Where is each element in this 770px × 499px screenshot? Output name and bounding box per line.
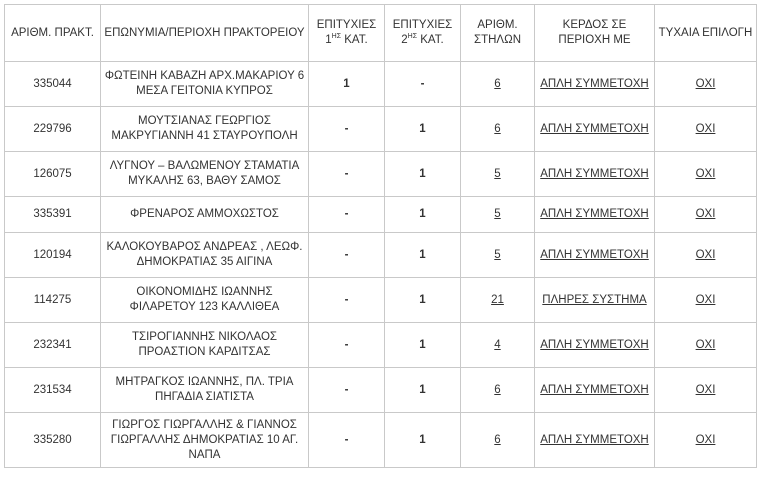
columns-link[interactable]: 5 — [494, 208, 501, 220]
table-row — [5, 197, 757, 233]
columns-link[interactable]: 6 — [494, 383, 501, 396]
prize-type-link[interactable]: ΑΠΛΗ ΣΥΜΜΕΤΟΧΗ — [540, 383, 649, 396]
columns-link[interactable]: 21 — [491, 293, 504, 306]
random-pick-cell — [655, 323, 757, 368]
agent-no-cell: 120194 — [5, 233, 101, 278]
random-pick-cell — [655, 197, 757, 233]
prize-type-cell — [535, 278, 655, 323]
wins-cat1-cell: - — [309, 278, 385, 323]
table-row — [5, 368, 757, 413]
columns-link[interactable]: 4 — [494, 338, 501, 351]
prize-type-link[interactable]: ΑΠΛΗ ΣΥΜΜΕΤΟΧΗ — [540, 208, 649, 220]
wins-cat2-cell: 1 — [385, 152, 461, 197]
agent-name-cell: ΦΡΕΝΑΡΟΣ ΑΜΜΟΧΩΣΤΟΣ — [101, 197, 309, 233]
prize-type-link[interactable]: ΑΠΛΗ ΣΥΜΜΕΤΟΧΗ — [540, 77, 649, 90]
random-pick-link[interactable]: ΟΧΙ — [695, 248, 716, 261]
random-pick-cell — [655, 107, 757, 152]
columns-cell — [461, 107, 535, 152]
wins-cat1-cell: - — [309, 152, 385, 197]
columns-cell — [461, 152, 535, 197]
table-row — [5, 413, 757, 468]
agent-no-cell: 114275 — [5, 278, 101, 323]
header-wins-cat1-num: 1 — [325, 34, 332, 46]
header-row — [5, 5, 757, 62]
prize-type-link[interactable]: ΑΠΛΗ ΣΥΜΜΕΤΟΧΗ — [540, 167, 649, 180]
random-pick-link[interactable]: ΟΧΙ — [695, 338, 716, 351]
random-pick-cell — [655, 233, 757, 278]
prize-type-link[interactable]: ΑΠΛΗ ΣΥΜΜΕΤΟΧΗ — [540, 338, 649, 351]
columns-cell — [461, 233, 535, 278]
table-row — [5, 323, 757, 368]
header-wins-cat1-suffix: ΚΑΤ. — [344, 34, 368, 46]
table-row — [5, 62, 757, 107]
header-agent-no: ΑΡΙΘΜ. ΠΡΑΚΤ. — [5, 5, 101, 62]
columns-link[interactable]: 6 — [494, 77, 501, 90]
wins-cat1-cell: - — [309, 323, 385, 368]
prize-type-link[interactable]: ΠΛΗΡΕΣ ΣΥΣΤΗΜΑ — [542, 293, 647, 306]
columns-cell — [461, 278, 535, 323]
random-pick-cell — [655, 152, 757, 197]
agent-no-cell: 231534 — [5, 368, 101, 413]
prize-type-cell — [535, 152, 655, 197]
header-wins-cat1-sup: ΗΣ — [331, 33, 342, 41]
agent-no-cell: 335391 — [5, 197, 101, 233]
prize-type-cell — [535, 107, 655, 152]
prize-type-cell — [535, 233, 655, 278]
wins-cat2-cell: - — [385, 62, 461, 107]
columns-link[interactable]: 6 — [494, 122, 501, 135]
random-pick-link[interactable]: ΟΧΙ — [695, 208, 716, 220]
header-wins-cat2-sup: ΗΣ — [407, 33, 418, 41]
agent-name-cell: ΛΥΓΝΟΥ – ΒΑΛΩΜΕΝΟΥ ΣΤΑΜΑΤΙΑ ΜΥΚΑΛΗΣ 63, ΒΑΘΥ ΣΑΜΟΣ — [101, 152, 309, 197]
wins-cat1-cell: - — [309, 107, 385, 152]
prize-type-link[interactable]: ΑΠΛΗ ΣΥΜΜΕΤΟΧΗ — [540, 248, 649, 261]
columns-cell — [461, 62, 535, 107]
header-random-pick: ΤΥΧΑΙΑ ΕΠΙΛΟΓΗ — [655, 5, 757, 62]
wins-cat2-cell: 1 — [385, 413, 461, 468]
random-pick-cell — [655, 413, 757, 468]
wins-cat1-cell: - — [309, 197, 385, 233]
prize-type-link[interactable]: ΑΠΛΗ ΣΥΜΜΕΤΟΧΗ — [540, 122, 649, 135]
winning-agencies-table — [4, 4, 757, 468]
agent-no-cell: 335280 — [5, 413, 101, 468]
random-pick-link[interactable]: ΟΧΙ — [695, 77, 716, 90]
random-pick-cell — [655, 278, 757, 323]
columns-cell — [461, 413, 535, 468]
wins-cat2-cell: 1 — [385, 368, 461, 413]
header-prize-type: ΚΕΡΔΟΣ ΣΕ ΠΕΡΙΟΧΗ ΜΕ — [535, 5, 655, 62]
agent-name-cell: ΓΙΩΡΓΟΣ ΓΙΩΡΓΑΛΛΗΣ & ΓΙΑΝΝΟΣ ΓΙΩΡΓΑΛΛΗΣ ΔΗΜΟΚΡΑΤΙΑΣ 10 ΑΓ. ΝΑΠΑ — [101, 413, 309, 468]
prize-type-cell — [535, 323, 655, 368]
columns-cell — [461, 197, 535, 233]
random-pick-cell — [655, 368, 757, 413]
prize-type-link[interactable]: ΑΠΛΗ ΣΥΜΜΕΤΟΧΗ — [540, 433, 649, 446]
random-pick-link[interactable]: ΟΧΙ — [695, 122, 716, 135]
header-agent-name: ΕΠΩΝΥΜΙΑ/ΠΕΡΙΟΧΗ ΠΡΑΚΤΟΡΕΙΟΥ — [101, 5, 309, 62]
header-wins-cat2-suffix: ΚΑΤ. — [420, 34, 444, 46]
table-row — [5, 107, 757, 152]
wins-cat2-cell: 1 — [385, 233, 461, 278]
header-wins-cat1-prefix: ΕΠΙΤΥΧΙΕΣ — [316, 19, 377, 31]
columns-link[interactable]: 5 — [494, 248, 501, 261]
wins-cat2-cell: 1 — [385, 323, 461, 368]
prize-type-cell — [535, 62, 655, 107]
agent-name-cell: ΜΟΥΤΣΙΑΝΑΣ ΓΕΩΡΓΙΟΣ ΜΑΚΡΥΓΙΑΝΝΗ 41 ΣΤΑΥΡΟΥΠΟΛΗ — [101, 107, 309, 152]
wins-cat1-cell: 1 — [309, 62, 385, 107]
table-row — [5, 278, 757, 323]
random-pick-cell — [655, 62, 757, 107]
agent-name-cell: ΦΩΤΕΙΝΗ ΚΑΒΑΖΗ ΑΡΧ.ΜΑΚΑΡΙΟΥ 6 ΜΕΣΑ ΓΕΙΤΟΝΙΑ ΚΥΠΡΟΣ — [101, 62, 309, 107]
columns-cell — [461, 368, 535, 413]
agent-name-cell: ΤΣΙΡΟΓΙΑΝΝΗΣ ΝΙΚΟΛΑΟΣ ΠΡΟΑΣΤΙΟΝ ΚΑΡΔΙΤΣΑΣ — [101, 323, 309, 368]
wins-cat1-cell: - — [309, 233, 385, 278]
header-wins-cat2-prefix: ΕΠΙΤΥΧΙΕΣ — [392, 19, 453, 31]
wins-cat2-cell: 1 — [385, 107, 461, 152]
columns-link[interactable]: 6 — [494, 433, 501, 446]
random-pick-link[interactable]: ΟΧΙ — [695, 293, 716, 306]
columns-cell — [461, 323, 535, 368]
table-row — [5, 233, 757, 278]
wins-cat2-cell: 1 — [385, 278, 461, 323]
agent-no-cell: 232341 — [5, 323, 101, 368]
wins-cat1-cell: - — [309, 368, 385, 413]
agent-no-cell: 229796 — [5, 107, 101, 152]
prize-type-cell — [535, 368, 655, 413]
random-pick-link[interactable]: ΟΧΙ — [695, 167, 716, 180]
table-row — [5, 152, 757, 197]
prize-type-cell — [535, 197, 655, 233]
header-wins-cat2 — [385, 5, 461, 62]
header-columns: ΑΡΙΘΜ. ΣΤΗΛΩΝ — [461, 5, 535, 62]
wins-cat1-cell: - — [309, 413, 385, 468]
columns-link[interactable]: 5 — [494, 167, 501, 180]
header-wins-cat1 — [309, 5, 385, 62]
random-pick-link[interactable]: ΟΧΙ — [695, 383, 716, 396]
agent-name-cell: ΜΗΤΡΑΓΚΟΣ ΙΩΑΝΝΗΣ, ΠΛ. ΤΡΙΑ ΠΗΓΑΔΙΑ ΣΙΑΤΙΣΤΑ — [101, 368, 309, 413]
random-pick-link[interactable]: ΟΧΙ — [695, 433, 716, 446]
wins-cat2-cell: 1 — [385, 197, 461, 233]
agent-name-cell: ΚΑΛΟΚΟΥΒΑΡΟΣ ΑΝΔΡΕΑΣ , ΛΕΩΦ. ΔΗΜΟΚΡΑΤΙΑΣ 35 ΑΙΓΙΝΑ — [101, 233, 309, 278]
header-wins-cat2-num: 2 — [401, 34, 408, 46]
agent-no-cell: 126075 — [5, 152, 101, 197]
agent-no-cell: 335044 — [5, 62, 101, 107]
prize-type-cell — [535, 413, 655, 468]
agent-name-cell: ΟΙΚΟΝΟΜΙΔΗΣ ΙΩΑΝΝΗΣ ΦΙΛΑΡΕΤΟΥ 123 ΚΑΛΛΙΘΕΑ — [101, 278, 309, 323]
